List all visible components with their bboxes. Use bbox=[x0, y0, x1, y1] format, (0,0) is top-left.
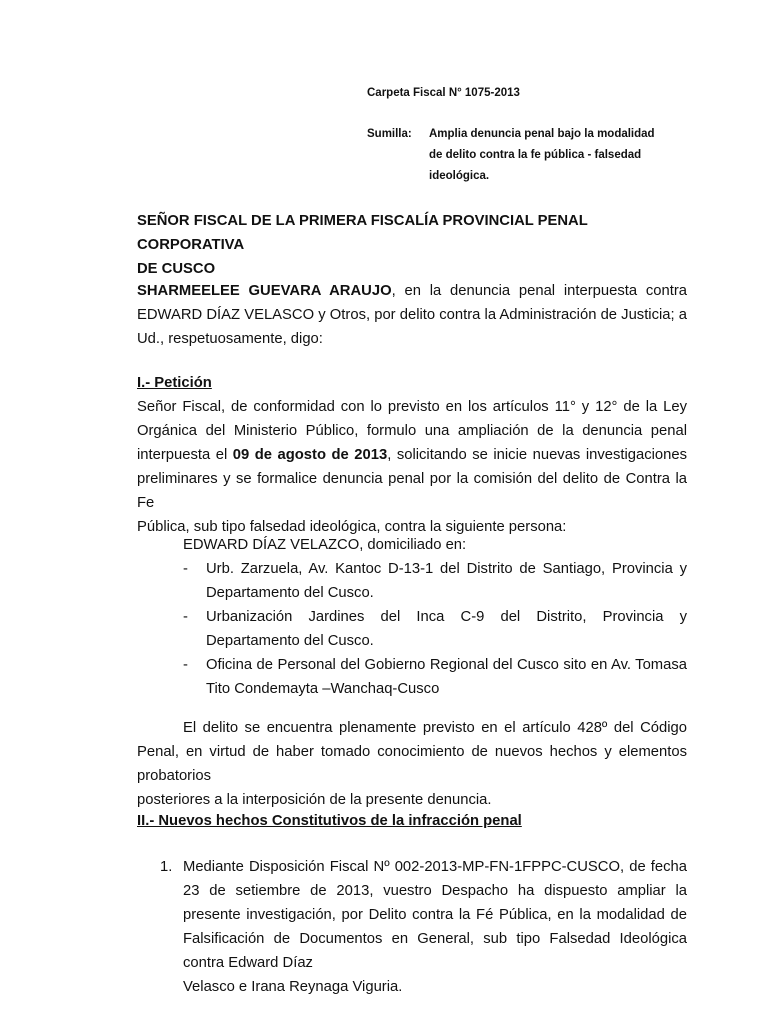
intro-line-2: EDWARD DÍAZ VELASCO y Otros, por delito contra la Administración de Justicia; a bbox=[137, 307, 687, 323]
summary-line-2: de delito contra la fe pública - falsedad bbox=[429, 149, 642, 161]
addressee-line-2: DE CUSCO bbox=[137, 261, 216, 277]
fact-item bbox=[160, 855, 687, 999]
address-text: Urb. Zarzuela, Av. Kantoc D-13-1 del Distrito de Santiago, Provincia y Departamento del Cusco. bbox=[206, 561, 687, 601]
address-item bbox=[183, 653, 687, 701]
intro-line-3: Ud., respetuosamente, digo: bbox=[137, 331, 323, 347]
dash-bullet: - bbox=[183, 657, 188, 673]
closing-text: El delito se encuentra plenamente previsto en el artículo 428º del Código Penal, en virtud de haber tomado conocimiento de nuevos hechos y elementos probatorios bbox=[137, 720, 687, 784]
summary-line-1: Amplia denuncia penal bajo la modalidad bbox=[429, 128, 655, 140]
dash-bullet: - bbox=[183, 609, 188, 625]
fact-number: 1. bbox=[160, 859, 173, 875]
summary-line-3: ideológica. bbox=[429, 170, 490, 182]
addressee-line-1: SEÑOR FISCAL DE LA PRIMERA FISCALÍA PROVINCIAL PENAL CORPORATIVA bbox=[137, 213, 588, 253]
address-text: Urbanización Jardines del Inca C-9 del Distrito, Provincia y Departamento del Cusco. bbox=[206, 609, 687, 649]
section-1-title: I.- Petición bbox=[137, 375, 212, 391]
facts-list bbox=[160, 855, 687, 999]
section-2-title: II.- Nuevos hechos Constitutivos de la infracción penal bbox=[137, 813, 522, 829]
intro-line-1 bbox=[137, 279, 687, 303]
summary-label: Sumilla: bbox=[367, 128, 412, 140]
dash-bullet: - bbox=[183, 561, 188, 577]
accused-person: EDWARD DÍAZ VELAZCO, domiciliado en: bbox=[183, 537, 467, 553]
fact-text-last: Velasco e Irana Reynaga Viguria. bbox=[183, 979, 403, 995]
complainant-name: SHARMEELEE GUEVARA ARAUJO bbox=[137, 283, 392, 299]
closing-text-last: posteriores a la interposición de la presente denuncia. bbox=[137, 792, 492, 808]
addressee-heading bbox=[137, 209, 687, 281]
petition-text-a: Señor Fiscal, de conformidad con lo previsto en los artículos 11° y 12° de la Ley Orgánica del Ministerio Público, formulo una ampliación de la denuncia penal interpuesta el bbox=[137, 399, 687, 463]
address-item bbox=[183, 605, 687, 653]
petition-text-b: , solicitando se inicie nuevas investigaciones preliminares y se formalice denuncia penal por la comisión del delito de Contra la Fe bbox=[137, 447, 688, 511]
closing-paragraph bbox=[137, 716, 687, 812]
petition-text-last: Pública, sub tipo falsedad ideológica, contra la siguiente persona: bbox=[137, 519, 567, 535]
petition-paragraph bbox=[137, 395, 687, 539]
fact-text: Mediante Disposición Fiscal Nº 002-2013-MP-FN-1FPPC-CUSCO, de fecha 23 de setiembre de 2013, vuestro Despacho ha dispuesto ampliar la presente investigación, por Delito contra la Fé Pública, en la modalidad de Falsificación de Documentos en General, sub tipo Falsedad Ideológica contra Edward Díaz bbox=[183, 859, 687, 971]
intro-text-1: , en la denuncia penal interpuesta contra bbox=[391, 283, 687, 299]
petition-date: 09 de agosto de 2013 bbox=[232, 447, 388, 463]
summary-text bbox=[429, 124, 687, 187]
intro-paragraph bbox=[137, 279, 687, 351]
address-item bbox=[183, 557, 687, 605]
address-text: Oficina de Personal del Gobierno Regional del Cusco sito en Av. Tomasa Tito Condemayta –Wanchaq-Cusco bbox=[206, 657, 687, 697]
address-list bbox=[183, 557, 687, 701]
case-number: Carpeta Fiscal N° 1075-2013 bbox=[367, 87, 520, 99]
